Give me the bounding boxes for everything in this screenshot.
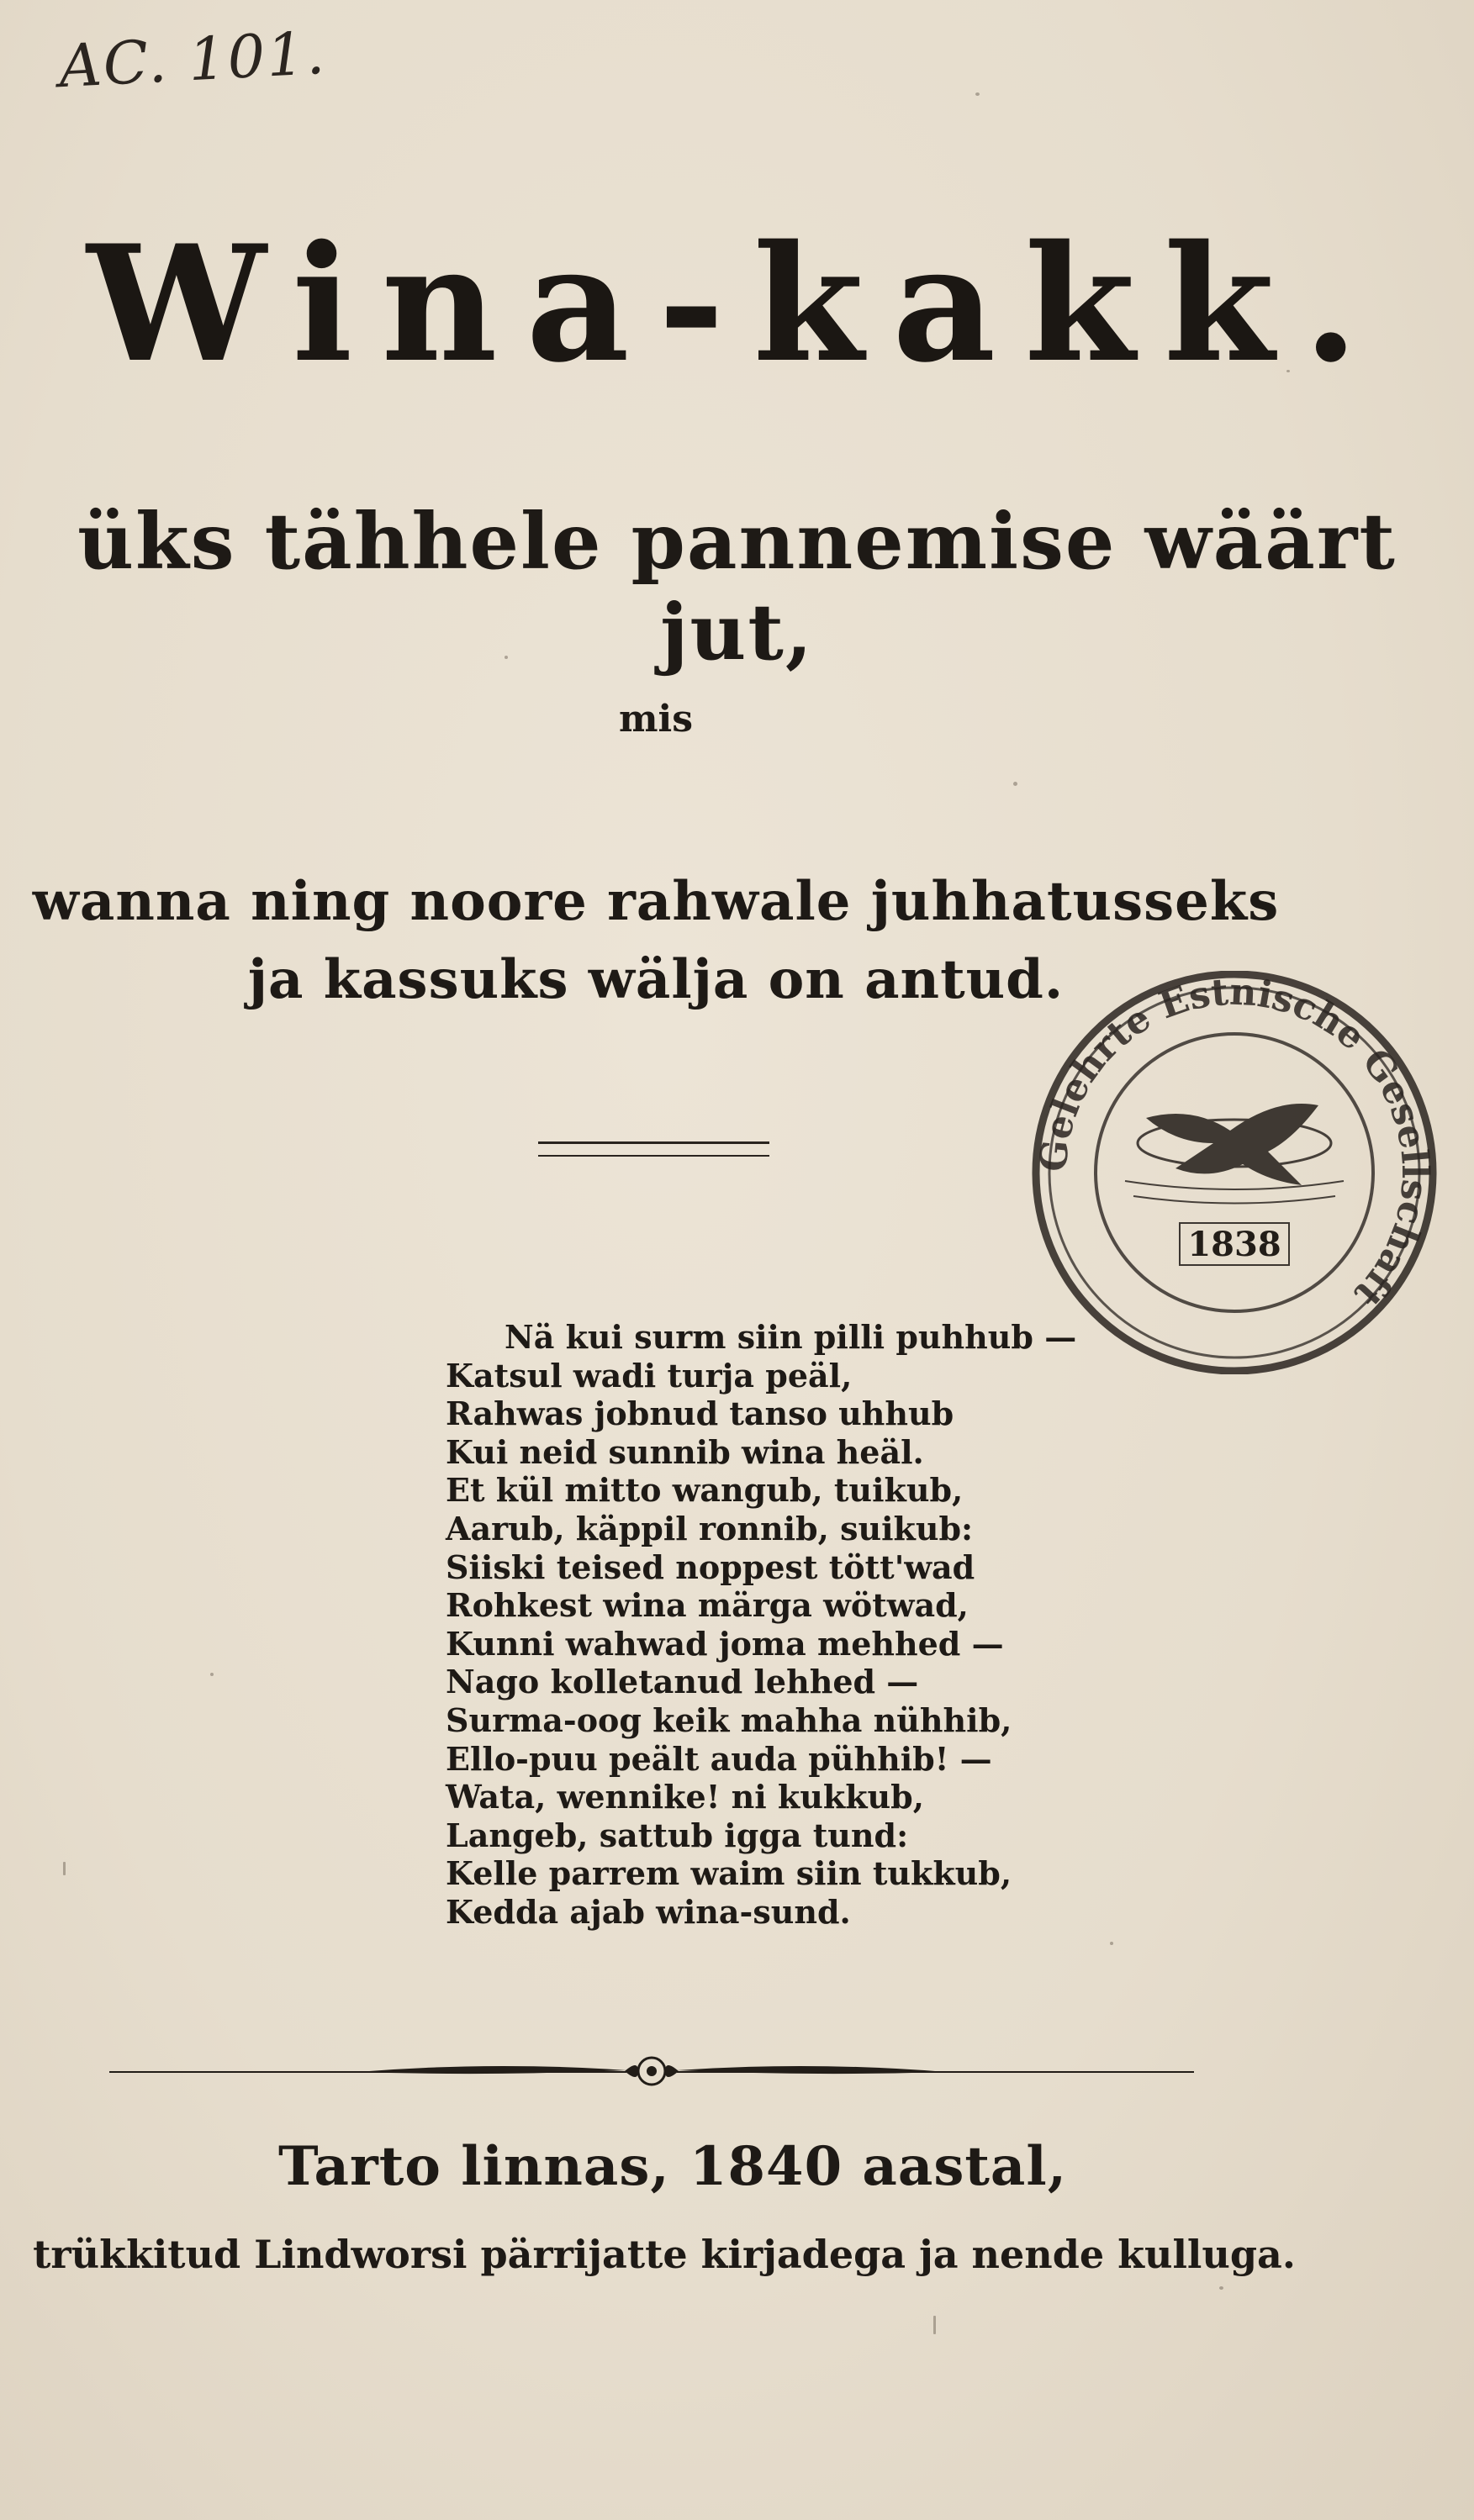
paper-speck — [1013, 782, 1017, 786]
ornamental-rule — [105, 2051, 1198, 2093]
poem-line: Nä kui surm siin pilli puhhub — — [505, 1318, 1077, 1356]
paper-speck — [210, 1673, 214, 1676]
poem-line: Kui neid sunnib wina heäl. — [446, 1432, 924, 1471]
paper-speck — [1219, 2286, 1223, 2290]
stamp-ring-text: Gelehrte Estnische Gesellschaft — [1032, 971, 1437, 1315]
poem — [446, 1318, 1118, 1932]
short-rule-bottom — [538, 1155, 769, 1157]
imprint-place-date: Tarto linnas, 1840 aastal, — [278, 2135, 1067, 2198]
poem-line: Ello-puu peält auda pühhib! — — [446, 1739, 992, 1778]
poem-line: Nago kolletanud lehhed — — [446, 1663, 919, 1701]
paper-speck — [933, 2316, 936, 2334]
intro-line-1: wanna ning noore rahwale juhhatusseks — [32, 870, 1280, 933]
page-title: Wina-kakk. — [87, 210, 1387, 398]
short-rule-top — [538, 1141, 769, 1144]
poem-line: Kelle parrem waim siin tukkub, — [446, 1854, 1012, 1893]
stamp-year: 1838 — [1187, 1225, 1281, 1264]
connector-word: mis — [618, 698, 694, 741]
poem-line: Katsul wadi turja peäl, — [446, 1356, 853, 1394]
paper-speck — [1110, 1942, 1113, 1945]
poem-line: Surma-oog keik mahha nühhib, — [446, 1700, 1012, 1739]
poem-line: Wata, wennike! ni kukkub, — [446, 1778, 924, 1816]
shelfmark: AC. 101. — [57, 18, 328, 102]
imprint-printer: trükkitud Lindworsi pärrijatte kirjadega ja nende kulluga. — [33, 2232, 1296, 2277]
library-stamp — [1024, 971, 1445, 1374]
poem-line: Et kül mitto wangub, tuikub, — [446, 1471, 964, 1510]
eagle-icon — [1125, 1104, 1344, 1204]
paper-speck — [975, 92, 980, 96]
page-subtitle: üks tähhele pannemise wäärt jut, — [77, 496, 1397, 677]
poem-line: Langeb, sattub igga tund: — [446, 1816, 909, 1854]
poem-line: Kunni wahwad joma mehhed — — [446, 1624, 1004, 1663]
poem-line: Aarub, käppil ronnib, suikub: — [446, 1509, 974, 1547]
intro-line-2: ja kassuks wälja on antud. — [247, 948, 1065, 1011]
poem-line: Rahwas jobnud tanso uhhub — [446, 1394, 954, 1433]
poem-line: Kedda ajab wina-sund. — [446, 1892, 851, 1931]
poem-line: Siiski teised noppest tött'wad — [446, 1547, 975, 1586]
paper-speck — [63, 1862, 66, 1875]
poem-line: Rohkest wina märga wötwad, — [446, 1586, 969, 1625]
